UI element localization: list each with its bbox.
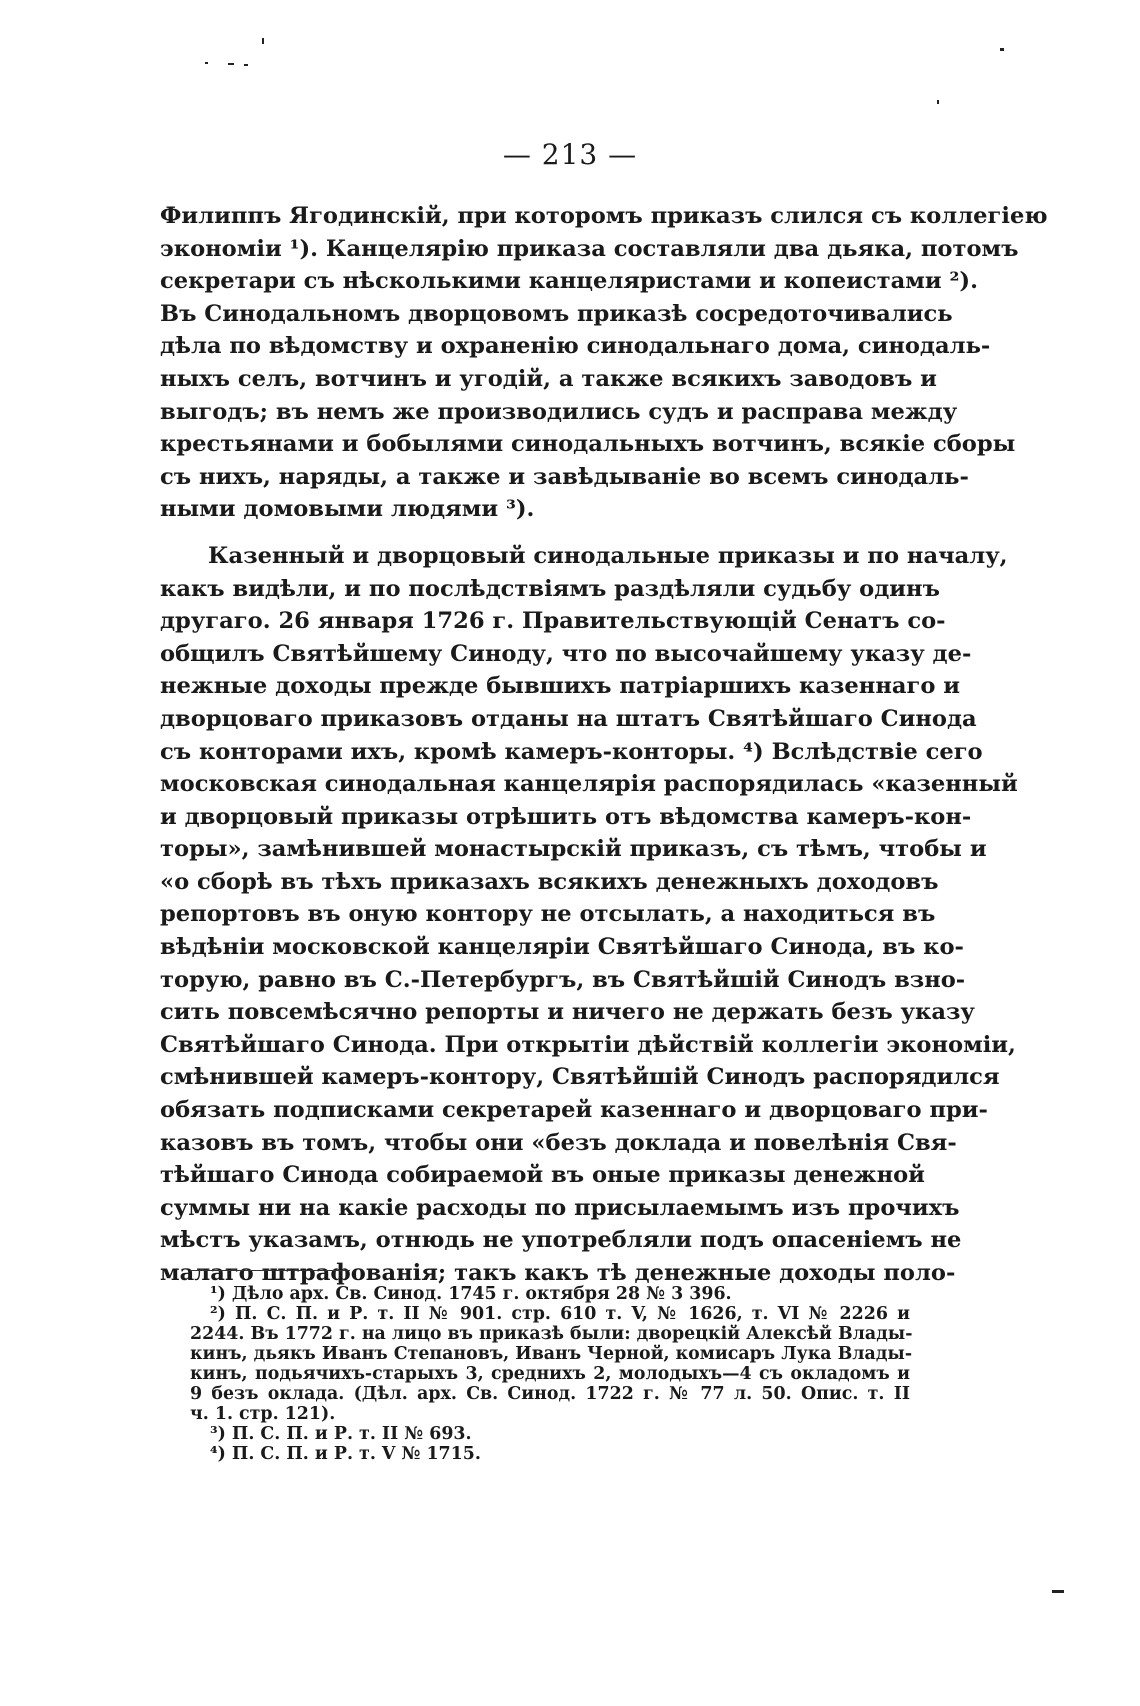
- scan-artifact: [228, 63, 234, 65]
- footnote-line: ²) П. С. П. и Р. т. II № 901. стр. 610 т. V, № 1626, т. VI № 2226 и: [210, 1304, 910, 1324]
- body-text-line: мѣстъ указамъ, отнюдь не употребляли подъ опасеніемъ не: [160, 1227, 962, 1254]
- body-text-line: торую, равно въ С.-Петербургъ, въ Святѣйшій Синодъ взно-: [160, 966, 966, 993]
- body-text-line: ными домовыми людями ³).: [160, 496, 535, 523]
- footnotes: [190, 1284, 913, 1464]
- footnote-line: ¹) Дѣло арх. Св. Синод. 1745 г. октября 28 № 3 396.: [210, 1284, 732, 1304]
- body-text-line: съ конторами ихъ, кромѣ камеръ-конторы. ⁴) Вслѣдствіе сего: [160, 738, 983, 765]
- body-text-line: репортовъ въ оную контору не отсылать, а находиться въ: [160, 901, 936, 928]
- body-text-line: смѣнившей камеръ-контору, Святѣйшій Синодъ распорядился: [160, 1064, 1000, 1091]
- scan-artifact: [937, 100, 939, 104]
- footnote-line: ⁴) П. С. П. и Р. т. V № 1715.: [210, 1444, 481, 1464]
- body-text-line: Казенный и дворцовый синодальные приказы и по началу,: [208, 542, 1008, 569]
- body-text-line: Святѣйшаго Синода. При открытіи дѣйствій коллегіи экономіи,: [160, 1031, 1016, 1058]
- footnote-line: кинъ, дьякъ Иванъ Степановъ, Иванъ Черной, комисаръ Лука Влады-: [190, 1344, 913, 1364]
- body-text-line: московская синодальная канцелярія распорядилась «казенный: [160, 771, 1018, 798]
- body-text-line: сить повсемѣсячно репорты и ничего не держать безъ указу: [160, 999, 975, 1026]
- body-text-line: тѣйшаго Синода собираемой въ оные приказы денежной: [160, 1162, 925, 1189]
- body-text-line: дворцоваго приказовъ отданы на штатъ Святѣйшаго Синода: [160, 705, 977, 732]
- footnote-line: ³) П. С. П. и Р. т. II № 693.: [210, 1424, 472, 1444]
- body-text-line: казовъ въ томъ, чтобы они «безъ доклада и повелѣнія Свя-: [160, 1129, 957, 1156]
- body-text-line: суммы ни на какіе расходы по присылаемымъ изъ прочихъ: [160, 1194, 960, 1221]
- scan-artifact: [262, 38, 264, 44]
- body-text-line: экономіи ¹). Канцелярію приказа составляли два дьяка, потомъ: [160, 235, 1019, 262]
- body-text-line: другаго. 26 января 1726 г. Правительствующій Сенатъ со-: [160, 608, 946, 635]
- body-text-line: торы», замѣнившей монастырскій приказъ, съ тѣмъ, чтобы и: [160, 836, 987, 863]
- body-text-line: общилъ Святѣйшему Синоду, что по высочайшему указу де-: [160, 640, 972, 667]
- body-text-line: выгодъ; въ немъ же производились судъ и расправа между: [160, 398, 958, 425]
- body-text-line: обязать подписками секретарей казеннаго и дворцоваго при-: [160, 1097, 988, 1124]
- body-text-line: Въ Синодальномъ дворцовомъ приказѣ сосредоточивались: [160, 300, 953, 327]
- scan-artifact: [1052, 1590, 1064, 1593]
- body-text-line: «о сборѣ въ тѣхъ приказахъ всякихъ денежныхъ доходовъ: [160, 868, 939, 895]
- body-text-line: крестьянами и бобылями синодальныхъ вотчинъ, всякіе сборы: [160, 431, 1016, 458]
- scan-artifact: [1000, 48, 1004, 51]
- body-text-line: секретари съ нѣсколькими канцеляристами и копеистами ²).: [160, 268, 978, 295]
- body-text-line: съ нихъ, наряды, а также и завѣдываніе во всемъ синодаль-: [160, 463, 969, 490]
- body-text-line: вѣдѣніи московской канцеляріи Святѣйшаго Синода, въ ко-: [160, 934, 964, 961]
- body-text-line: Филиппъ Ягодинскій, при которомъ приказъ слился съ коллегіею: [160, 203, 1048, 229]
- body-text-line: малаго штрафованія; такъ какъ тѣ денежные доходы поло-: [160, 1260, 956, 1286]
- body-text-line: ныхъ селъ, вотчинъ и угодій, а также всякихъ заводовъ и: [160, 365, 937, 392]
- scan-artifact: [205, 62, 208, 64]
- body-text-line: нежные доходы прежде бывшихъ патріаршихъ казеннаго и: [160, 673, 961, 700]
- body-text-line: какъ видѣли, и по послѣдствіямъ раздѣляли судьбу одинъ: [160, 575, 940, 602]
- scan-artifact: [244, 64, 248, 66]
- footnote-separator: [190, 1270, 350, 1271]
- footnote-line: кинъ, подьячихъ-старыхъ 3, среднихъ 2, молодыхъ—4 съ окладомъ и: [190, 1364, 910, 1384]
- main-body-text: [160, 200, 1048, 1290]
- footnote-line: ч. 1. стр. 121).: [190, 1404, 336, 1424]
- page-number: — 213 —: [502, 138, 638, 171]
- body-text-line: дѣла по вѣдомству и охраненію синодальнаго дома, синодаль-: [160, 333, 991, 360]
- body-text-line: и дворцовый приказы отрѣшить отъ вѣдомства камеръ-кон-: [160, 803, 972, 830]
- footnote-line: 2244. Въ 1772 г. на лицо въ приказѣ были: дворецкій Алексѣй Влады-: [190, 1324, 913, 1344]
- footnote-line: 9 безъ оклада. (Дѣл. арх. Св. Синод. 1722 г. № 77 л. 50. Опис. т. II: [190, 1384, 910, 1404]
- paragraph-gap: [160, 526, 908, 540]
